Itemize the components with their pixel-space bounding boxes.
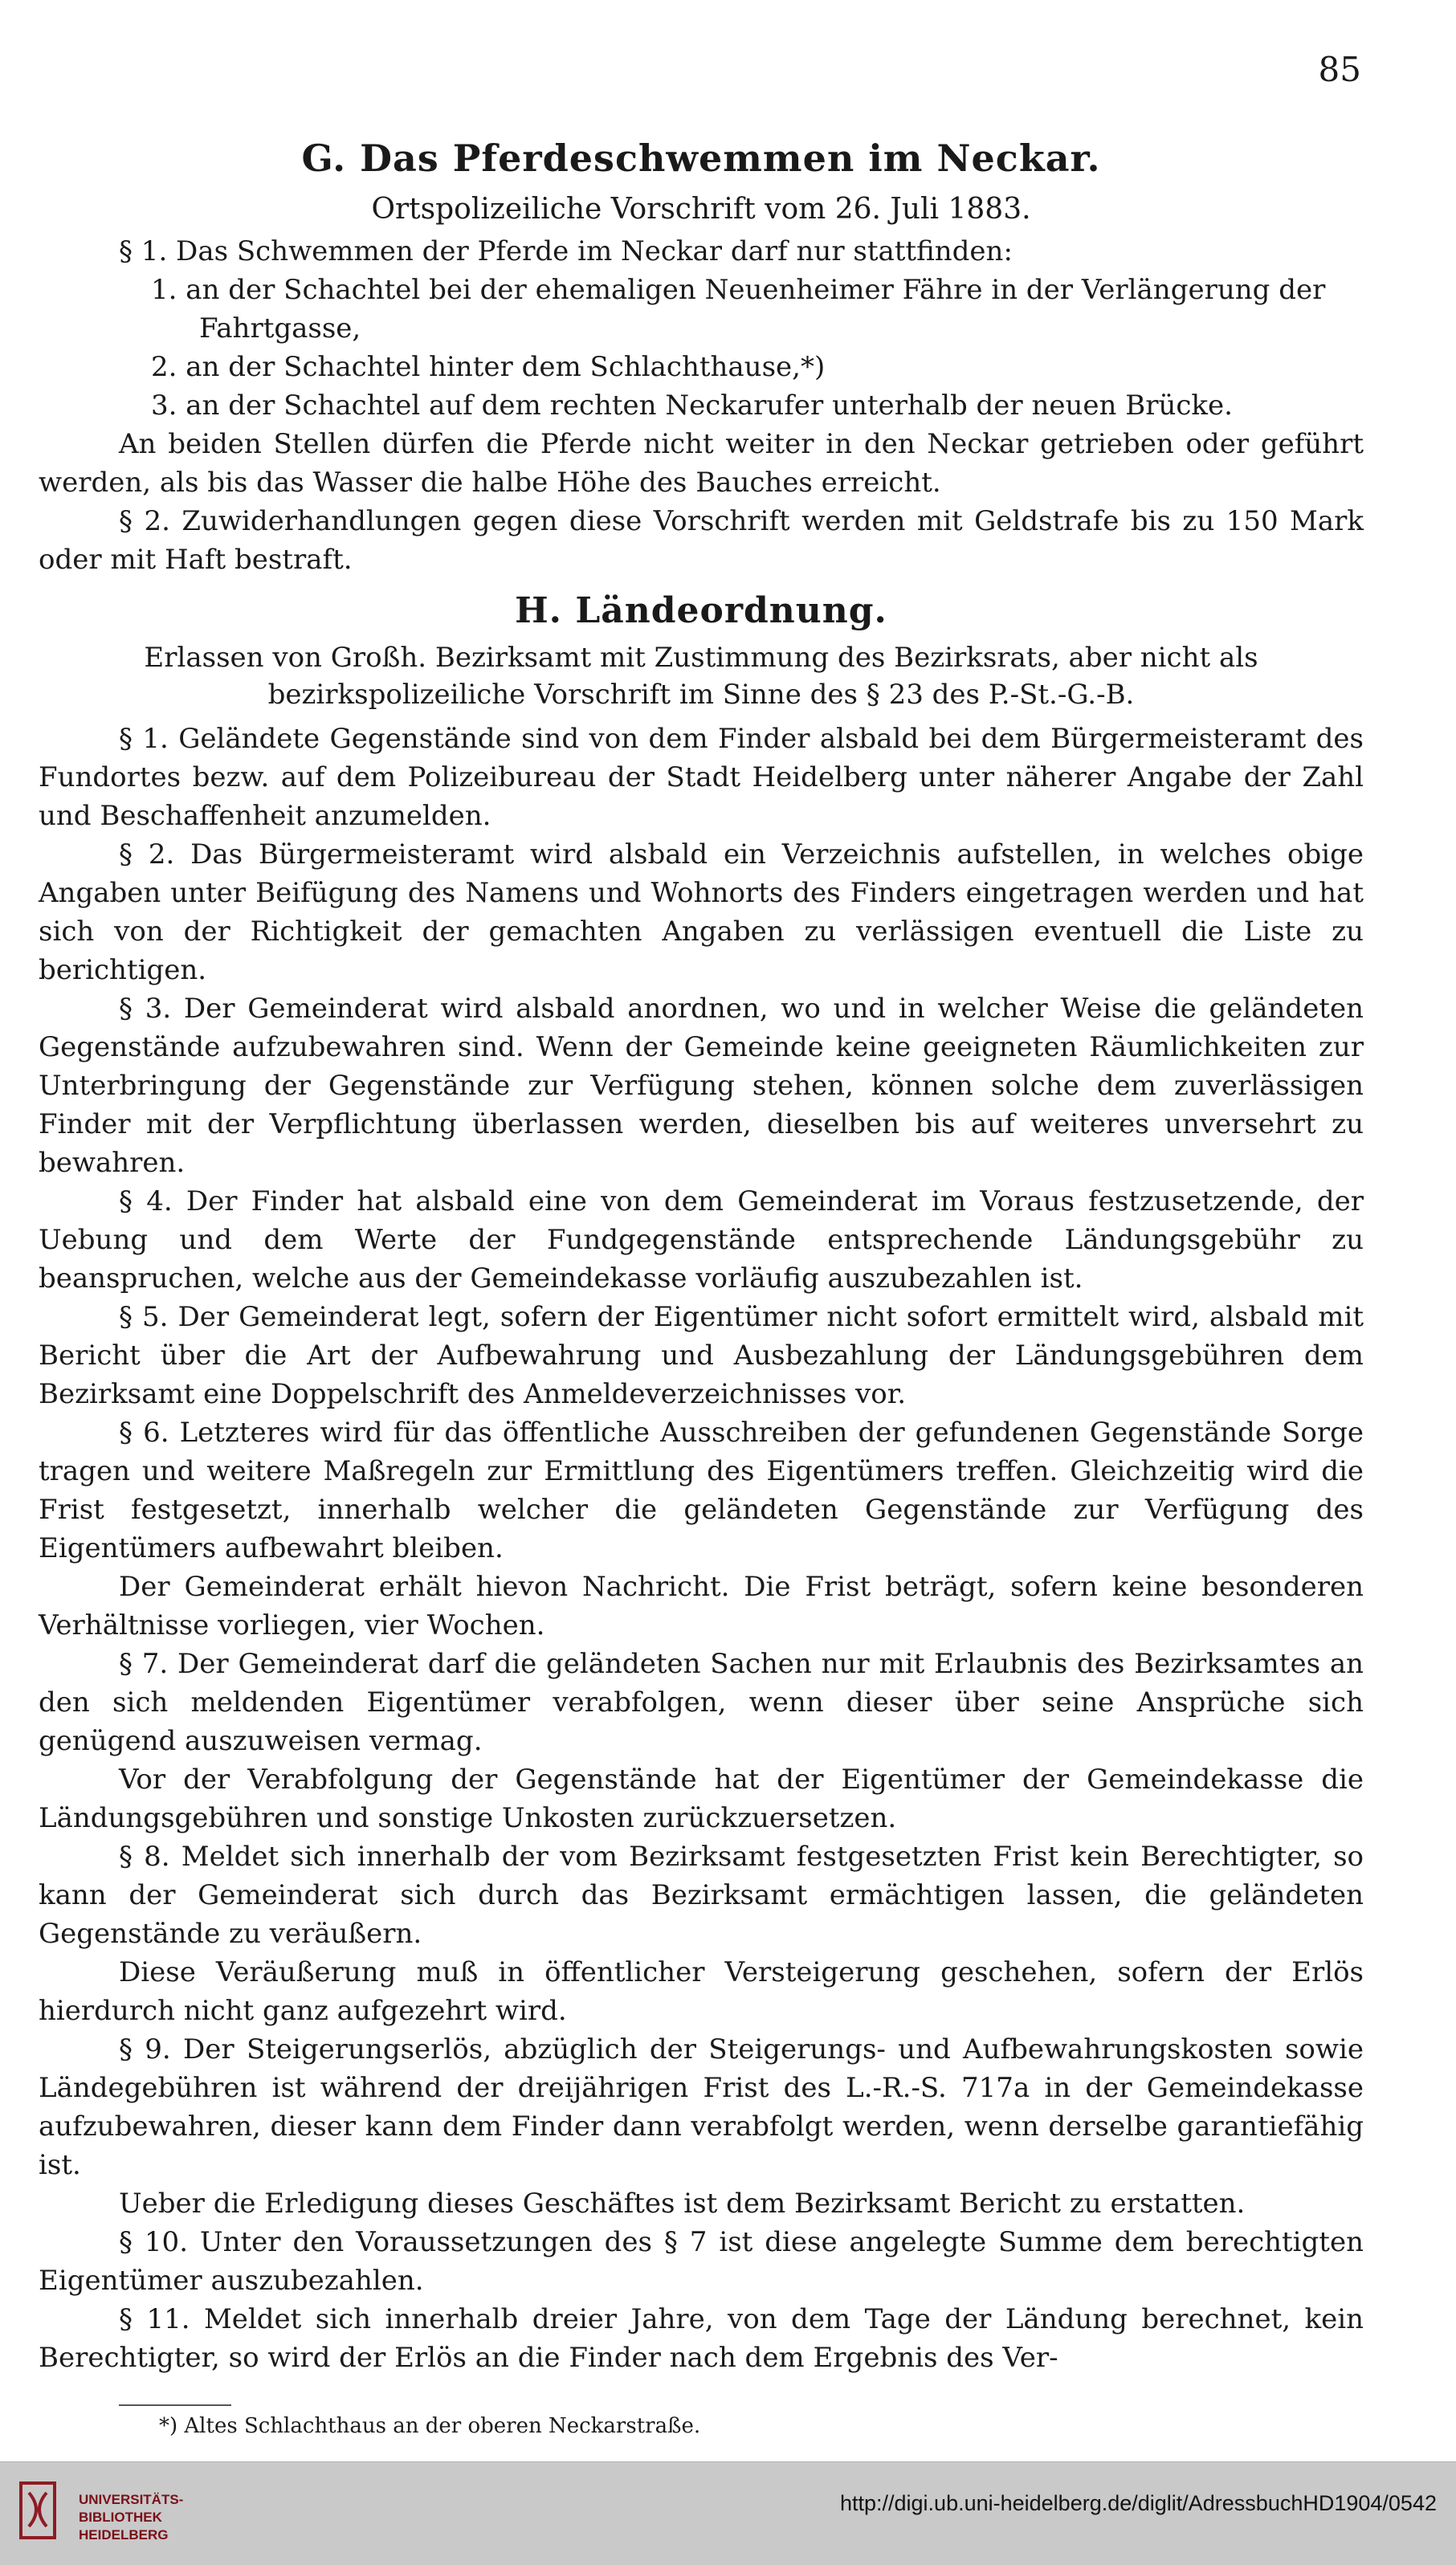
list-item: 2. an der Schachtel hinter dem Schlachthause,*) [151, 351, 826, 383]
page-number: 85 [1318, 50, 1361, 89]
paragraph: § 4. Der Finder hat alsbald eine von dem Gemeinderat im Voraus festzusetzende, der Uebung und dem Werte der Fundgegenstände entsprechende Ländungsgebühr zu beanspruchen, welche aus der Gemeindekasse vorläufig auszubezahlen ist. [39, 1185, 1364, 1295]
paragraph: § 10. Unter den Voraussetzungen des § 7 ist diese angelegte Summe dem berechtigten Eigentümer auszubezahlen. [39, 2226, 1364, 2297]
page-content [39, 137, 1364, 2438]
section-g-list [39, 271, 1364, 425]
section-g-para-3: § 2. Zuwiderhandlungen gegen diese Vorschrift werden mit Geldstrafe bis zu 150 Mark oder mit Haft bestraft. [39, 505, 1364, 576]
logo-text: UNIVERSITÄTS- BIBLIOTHEK HEIDELBERG [79, 2492, 184, 2543]
section-g-subtitle: Ortspolizeiliche Vorschrift vom 26. Juli 1883. [371, 193, 1031, 226]
paragraph: § 9. Der Steigerungserlös, abzüglich der Steigerungs- und Aufbewahrungskosten sowie Ländegebühren ist während der dreijährigen Frist des L.-R.-S. 717a in der Gemeindekasse aufzubewahren, dieser kann dem Finder dann verabfolgt werden, wenn derselbe garantiefähig ist. [39, 2033, 1364, 2181]
paragraph: § 6. Letzteres wird für das öffentliche Ausschreiben der gefundenen Gegenstände Sorge tragen und weitere Maßregeln zur Ermittlung des Eigentümers treffen. Gleichzeitig wird die Frist festgesetzt, innerhalb welcher die geländeten Gegenstände zur Verfügung des Eigentümers aufbewahrt bleiben. [39, 1417, 1364, 1564]
footnote: *) Altes Schlachthaus an der oberen Neckarstraße. [159, 2414, 701, 2438]
section-h-decree: Erlassen von Großh. Bezirksamt mit Zustimmung des Bezirksrats, aber nicht als bezirkspolizeiliche Vorschrift im Sinne des § 23 des P.-St.-G.-B. [144, 642, 1258, 711]
paragraph: Der Gemeinderat erhält hievon Nachricht. Die Frist beträgt, sofern keine besonderen Verhältnisse vorliegen, vier Wochen. [39, 1571, 1364, 1641]
paragraph: § 11. Meldet sich innerhalb dreier Jahre, von dem Tage der Ländung berechnet, kein Berechtigter, so wird der Erlös an die Finder nach dem Ergebnis des Ver- [39, 2303, 1364, 2374]
paragraph: § 1. Geländete Gegenstände sind von dem Finder alsbald bei dem Bürgermeisteramt des Fundortes bezw. auf dem Polizeibureau der Stadt Heidelberg unter näherer Angabe der Zahl und Beschaffenheit anzumelden. [39, 723, 1364, 832]
list-item: 1. an der Schachtel bei der ehemaligen Neuenheimer Fähre in der Verlängerung der Fahrtgasse, [151, 274, 1326, 345]
paragraph: § 2. Das Bürgermeisteramt wird alsbald ein Verzeichnis aufstellen, in welches obige Angaben unter Beifügung des Namens und Wohnorts des Finders eingetragen werden und hat sich von der Richtigkeit der gemachten Angaben zu verlässigen eventuell die Liste zu berichtigen. [39, 838, 1364, 986]
university-library-logo[interactable] [14, 2475, 199, 2555]
paragraph: Vor der Verabfolgung der Gegenstände hat der Eigentümer der Gemeindekasse die Ländungsgebühren und sonstige Unkosten zurückzuersetzen. [39, 1764, 1364, 1834]
footer-bar [0, 2461, 1456, 2565]
paragraph: Diese Veräußerung muß in öffentlicher Versteigerung geschehen, sofern der Erlös hierdurch nicht ganz aufgezehrt wird. [39, 1956, 1364, 2027]
source-url[interactable]: http://digi.ub.uni-heidelberg.de/diglit/AdressbuchHD1904/0542 [839, 2491, 1437, 2515]
library-seal-icon [14, 2475, 63, 2547]
paragraph: § 7. Der Gemeinderat darf die geländeten Sachen nur mit Erlaubnis des Bezirksamtes an den sich meldenden Eigentümer verabfolgen, wenn dieser über seine Ansprüche sich genügend auszuweisen vermag. [39, 1648, 1364, 1757]
paragraph: § 3. Der Gemeinderat wird alsbald anordnen, wo und in welcher Weise die geländeten Gegenstände aufzubewahren sind. Wenn der Gemeinde keine geeigneten Räumlichkeiten zur Unterbringung der Gegenstände zur Verfügung stehen, können solche dem zuverlässigen Finder mit der Verpflichtung überlassen werden, dieselben bis auf weiteres unversehrt zu bewahren. [39, 993, 1364, 1179]
section-h-title: H. Ländeordnung. [515, 590, 887, 631]
section-g-para-2: An beiden Stellen dürfen die Pferde nicht weiter in den Neckar getrieben oder geführt werden, als bis das Wasser die halbe Höhe des Bauches erreicht. [39, 428, 1364, 499]
paragraph: § 8. Meldet sich innerhalb der vom Bezirksamt festgesetzten Frist kein Berechtigter, so kann der Gemeinderat sich durch das Bezirksamt ermächtigen lassen, die geländeten Gegenstände zu veräußern. [39, 1841, 1364, 1950]
section-g-title: G. Das Pferdeschwemmen im Neckar. [301, 137, 1101, 180]
list-item: 3. an der Schachtel auf dem rechten Neckarufer unterhalb der neuen Brücke. [151, 389, 1233, 422]
paragraph: § 5. Der Gemeinderat legt, sofern der Eigentümer nicht sofort ermittelt wird, alsbald mit Bericht über die Art der Aufbewahrung und Ausbezahlung der Ländungsgebühren dem Bezirksamt eine Doppelschrift des Anmeldeverzeichnisses vor. [39, 1301, 1364, 1410]
paragraph: Ueber die Erledigung dieses Geschäftes ist dem Bezirksamt Bericht zu erstatten. [119, 2188, 1246, 2220]
section-g-para-1: § 1. Das Schwemmen der Pferde im Neckar darf nur stattfinden: [119, 235, 1013, 267]
footnote-divider [119, 2404, 231, 2406]
